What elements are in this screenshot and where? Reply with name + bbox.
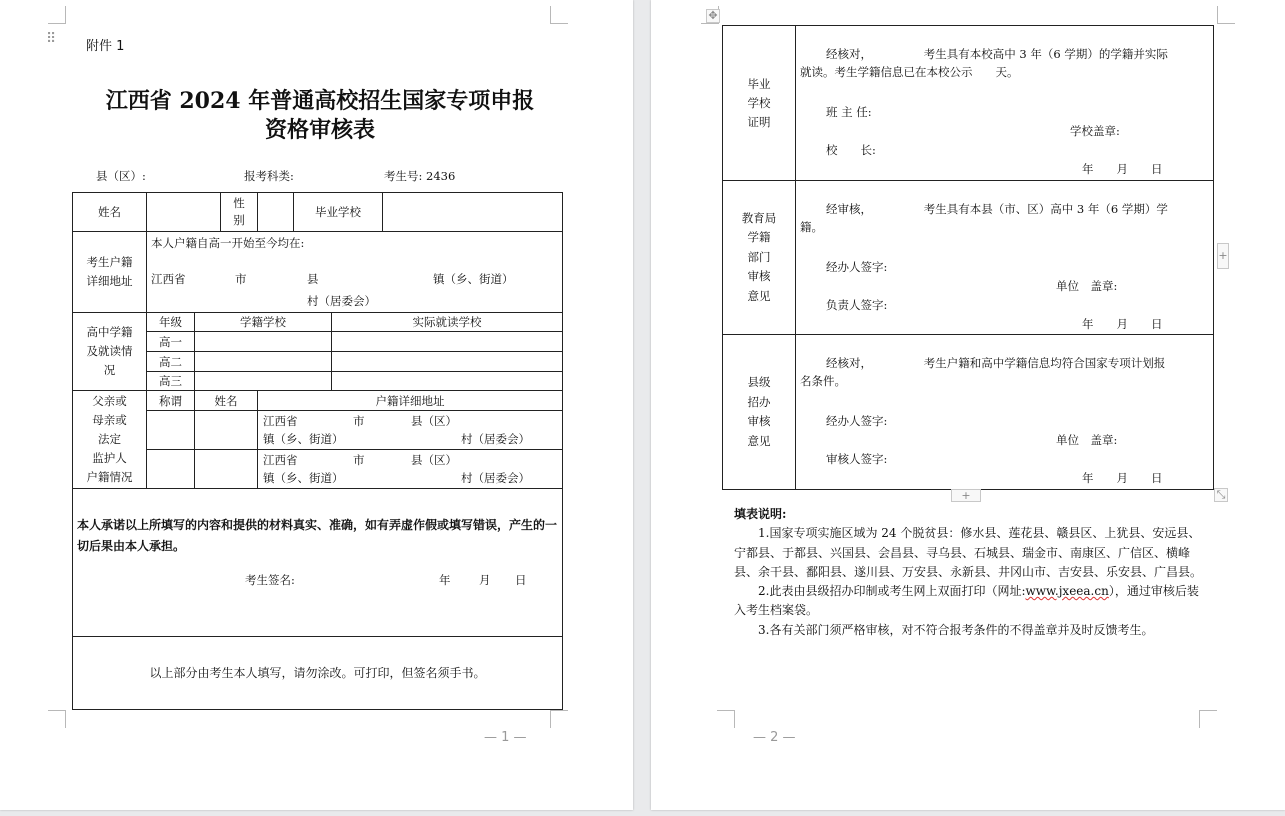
resize-icon[interactable]: ⤡ — [1214, 488, 1228, 502]
actual-school-cell[interactable] — [332, 352, 563, 372]
guardian-row — [73, 411, 563, 450]
registered-school-header: 学籍学校 — [195, 313, 332, 332]
graduate-school-label: 毕业学校 — [294, 193, 383, 232]
actual-school-cell[interactable] — [332, 332, 563, 352]
grade-label: 高二 — [147, 352, 195, 372]
guardian-header-row — [73, 391, 563, 411]
instruction-item: 1.国家专项实施区域为 24 个脱贫县：修水县、莲花县、赣县区、上犹县、安远县、宁都县、于都县、兴国县、会昌县、寻乌县、石城县、瑞金市、南康区、广信区、横峰县、余干县、鄱阳县、遂川县、万安县、永新县、井冈山市、吉安县、乐安县、广昌县。 — [734, 526, 1203, 579]
admission-review-cell[interactable]: 经核对， 考生户籍和高中学籍信息均符合国家专项计划报 名条件。 经办人签字: 单位 盖章: 审核人签字: 年 月 日 — [796, 335, 1214, 490]
crop-mark — [1199, 710, 1217, 728]
title-header: 称谓 — [147, 391, 195, 411]
study-label: 高中学籍 及就读情 况 — [73, 313, 147, 391]
footer-note-row — [73, 637, 563, 710]
admission-review-label: 县级 招办 审核 意见 — [723, 335, 796, 490]
instruction-item: 2.此表由县级招办印制或考生网上双面打印（网址:www.jxeea.cn），通过审核后装入考生档案袋。 — [734, 584, 1199, 618]
registered-school-cell[interactable] — [195, 372, 332, 391]
guardian-title-cell[interactable] — [147, 411, 195, 450]
study-row — [73, 332, 563, 352]
household-row — [73, 232, 563, 313]
instruction-item: 3.各有关部门须严格审核，对不符合报考条件的不得盖章并及时反馈考生。 — [758, 622, 1154, 637]
guardian-address-header: 户籍详细地址 — [258, 391, 563, 411]
graduate-school-input-cell[interactable] — [383, 193, 563, 232]
gender-label: 性 别 — [221, 193, 258, 232]
review-table — [722, 25, 1214, 490]
name-label: 姓名 — [73, 193, 147, 232]
add-row-icon[interactable]: + — [951, 489, 981, 502]
name-input-cell[interactable] — [147, 193, 221, 232]
guardian-title-cell[interactable] — [147, 450, 195, 489]
annex-label: 附件 1 — [86, 39, 125, 54]
signature-label: 考生签名: — [245, 573, 295, 587]
guardian-row — [73, 450, 563, 489]
actual-school-cell[interactable] — [332, 372, 563, 391]
household-label: 考生户籍 详细地址 — [73, 232, 147, 313]
guardian-address-cell[interactable]: 江西省 市 县（区） 镇（乡、街道） 村（居委会） — [258, 450, 563, 489]
application-form-table — [72, 192, 563, 710]
instructions-heading: 填表说明: — [734, 507, 787, 521]
education-review-row — [723, 181, 1214, 335]
admission-review-row — [723, 335, 1214, 490]
county-field: 县（区）: — [96, 169, 146, 183]
pledge-row — [73, 489, 563, 637]
education-review-cell[interactable]: 经审核， 考生具有本县（市、区）高中 3 年（6 学期）学 籍。 经办人签字: 单位 盖章: 负责人签字: 年 月 日 — [796, 181, 1214, 335]
pledge-cell: 本人承诺以上所填写的内容和提供的材料真实、准确，如有弄虚作假或填写错误，产生的一切后果由本人承担。 考生签名: 年 月 日 — [73, 489, 563, 637]
actual-school-header: 实际就读学校 — [332, 313, 563, 332]
page-2 — [651, 0, 1285, 810]
study-row — [73, 352, 563, 372]
website-link[interactable]: www.jxeea.cn — [1025, 584, 1109, 599]
grade-header: 年级 — [147, 313, 195, 332]
guardian-name-cell[interactable] — [195, 450, 258, 489]
gender-input-cell[interactable] — [258, 193, 294, 232]
add-column-icon[interactable]: + — [1217, 243, 1229, 269]
document-title: 江西省 2024 年普通高校招生国家专项申报 资格审核表 — [105, 88, 535, 143]
page-number: — 1 — — [484, 730, 527, 745]
instructions — [734, 505, 1204, 640]
guardian-name-header: 姓名 — [195, 391, 258, 411]
exam-number-field: 考生号: 2436 — [384, 169, 456, 183]
guardian-name-cell[interactable] — [195, 411, 258, 450]
footer-note: 以上部分由考生本人填写，请勿涂改。可打印，但签名须手书。 — [73, 637, 563, 710]
registered-school-cell[interactable] — [195, 332, 332, 352]
crop-mark — [550, 6, 568, 24]
crop-mark — [1217, 6, 1235, 24]
study-row — [73, 372, 563, 391]
crop-mark — [550, 710, 568, 728]
registered-school-cell[interactable] — [195, 352, 332, 372]
crop-mark — [717, 710, 735, 728]
study-header-row — [73, 313, 563, 332]
page-number: — 2 — — [753, 730, 796, 745]
education-review-label: 教育局 学籍 部门 审核 意见 — [723, 181, 796, 335]
basic-info-row — [73, 193, 563, 232]
drag-handle-icon[interactable]: ⠿ — [46, 31, 56, 47]
household-address-cell[interactable]: 本人户籍自高一开始至今均在: 江西省 市 县 镇（乡、街道） 村（居委会） — [147, 232, 563, 313]
school-proof-cell[interactable]: 经核对， 考生具有本校高中 3 年（6 学期）的学籍并实际 就读。考生学籍信息已在本校公示 天。 班 主 任: 学校盖章: 校 长: 年 月 日 — [796, 26, 1214, 181]
guardian-label: 父亲或 母亲或 法定 监护人 户籍情况 — [73, 391, 147, 489]
grade-label: 高三 — [147, 372, 195, 391]
page-1 — [0, 0, 633, 810]
crop-mark — [48, 6, 66, 24]
move-handle-icon[interactable]: ✥ — [706, 9, 720, 23]
subject-field: 报考科类: — [244, 169, 294, 183]
school-proof-row — [723, 26, 1214, 181]
crop-mark — [48, 710, 66, 728]
school-proof-label: 毕业 学校 证明 — [723, 26, 796, 181]
pledge-text: 本人承诺以上所填写的内容和提供的材料真实、准确，如有弄虚作假或填写错误，产生的一切后果由本人承担。 — [77, 518, 558, 553]
grade-label: 高一 — [147, 332, 195, 352]
guardian-address-cell[interactable]: 江西省 市 县（区） 镇（乡、街道） 村（居委会） — [258, 411, 563, 450]
